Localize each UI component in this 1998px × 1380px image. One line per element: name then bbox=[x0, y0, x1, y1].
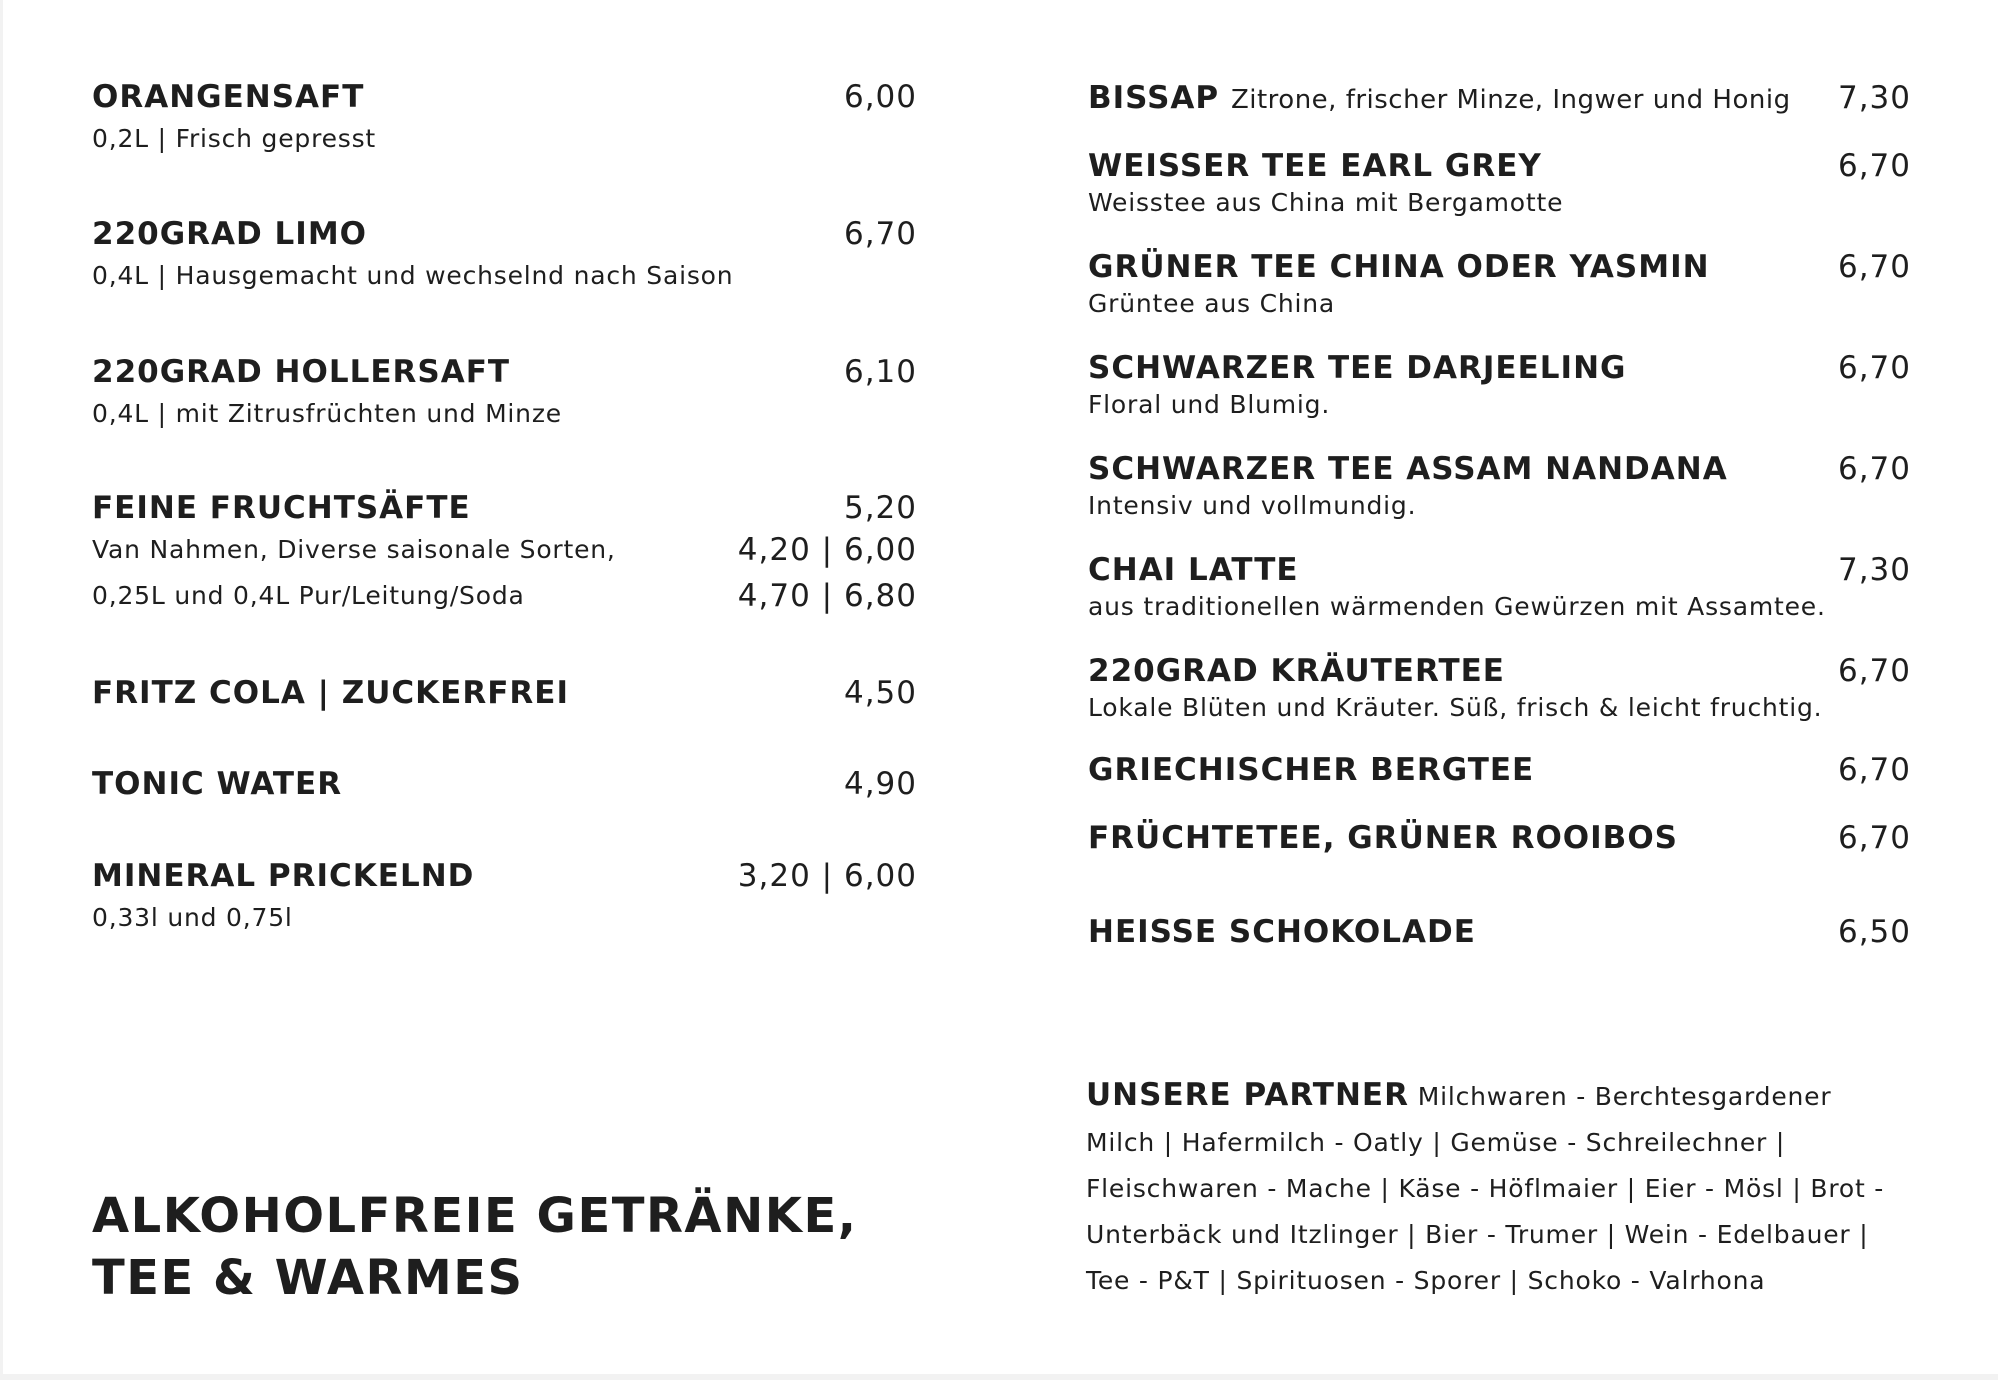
menu-item-schwarzer-tee-darjeeling bbox=[1088, 349, 1911, 423]
item-price: 4,90 bbox=[843, 766, 917, 802]
item-description: Weisstee aus China mit Bergamotte bbox=[1088, 188, 1564, 217]
item-name: WEISSER TEE EARL GREY bbox=[1088, 148, 1542, 184]
menu-item-220grad-limo bbox=[92, 215, 917, 299]
item-description-text: Van Nahmen, Diverse saisonale Sorten, bbox=[92, 535, 616, 564]
menu-item-chai-latte bbox=[1088, 551, 1911, 625]
page-title-line-2: TEE & WARMES bbox=[92, 1250, 524, 1306]
item-price: 6,70 bbox=[1837, 451, 1911, 487]
item-name: MINERAL PRICKELND bbox=[92, 858, 475, 894]
item-description-line-2 bbox=[92, 573, 917, 619]
menu-item-heisse-schokolade bbox=[1088, 913, 1911, 951]
item-name: FEINE FRUCHTSÄFTE bbox=[92, 490, 471, 526]
partners-label: UNSERE PARTNER bbox=[1086, 1077, 1409, 1113]
menu-item-mineral-prickelnd bbox=[92, 857, 917, 941]
item-name: SCHWARZER TEE DARJEELING bbox=[1088, 350, 1627, 386]
item-inline-description: Zitrone, frischer Minze, Ingwer und Honig bbox=[1230, 85, 1791, 115]
item-price: 6,70 bbox=[1837, 350, 1911, 386]
item-price: 6,70 bbox=[1837, 148, 1911, 184]
menu-item-bissap bbox=[1088, 79, 1911, 119]
partners-section bbox=[1086, 1072, 1886, 1304]
item-description: Intensiv und vollmundig. bbox=[1088, 491, 1417, 520]
item-price: 3,20 | 6,00 bbox=[737, 858, 917, 894]
item-description-text: 0,25L und 0,4L Pur/Leitung/Soda bbox=[92, 581, 525, 610]
item-price: 6,70 bbox=[1837, 820, 1911, 856]
menu-page bbox=[3, 0, 1998, 1374]
item-name: FRITZ COLA | ZUCKERFREI bbox=[92, 675, 569, 711]
item-description: Floral und Blumig. bbox=[1088, 390, 1331, 419]
item-price: 7,30 bbox=[1837, 80, 1911, 116]
item-description-price: 4,70 | 6,80 bbox=[737, 578, 917, 614]
item-price: 6,70 bbox=[1837, 249, 1911, 285]
menu-item-fruechtetee bbox=[1088, 819, 1911, 857]
item-description: 0,33l und 0,75l bbox=[92, 903, 293, 932]
item-name: GRÜNER TEE CHINA ODER YASMIN bbox=[1088, 249, 1710, 285]
item-description: 0,4L | mit Zitrusfrüchten und Minze bbox=[92, 399, 562, 428]
item-name: 220GRAD LIMO bbox=[92, 216, 368, 252]
item-name: HEISSE SCHOKOLADE bbox=[1088, 914, 1476, 950]
item-price: 5,20 bbox=[843, 490, 917, 526]
item-name-text: BISSAP bbox=[1088, 80, 1220, 116]
item-price: 7,30 bbox=[1837, 552, 1911, 588]
menu-item-orangensaft bbox=[92, 78, 917, 162]
item-name: CHAI LATTE bbox=[1088, 552, 1299, 588]
item-name bbox=[1088, 80, 1791, 116]
item-name: SCHWARZER TEE ASSAM NANDANA bbox=[1088, 451, 1728, 487]
item-description: 0,4L | Hausgemacht und wechselnd nach Saison bbox=[92, 261, 734, 290]
item-description: Grüntee aus China bbox=[1088, 289, 1335, 318]
menu-item-220grad-kraeutertee bbox=[1088, 652, 1911, 726]
page-title bbox=[92, 1185, 857, 1309]
item-price: 6,10 bbox=[843, 354, 917, 390]
menu-item-gruener-tee bbox=[1088, 248, 1911, 322]
item-price: 6,70 bbox=[843, 216, 917, 252]
item-name: GRIECHISCHER BERGTEE bbox=[1088, 752, 1535, 788]
item-price: 6,70 bbox=[1837, 653, 1911, 689]
item-name: 220GRAD KRÄUTERTEE bbox=[1088, 653, 1505, 689]
menu-item-feine-fruchtsaefte bbox=[92, 489, 917, 619]
menu-item-fritz-cola bbox=[92, 674, 917, 712]
item-price: 6,70 bbox=[1837, 752, 1911, 788]
menu-item-weisser-tee-earl-grey bbox=[1088, 147, 1911, 221]
item-price: 6,00 bbox=[843, 79, 917, 115]
item-name: ORANGENSAFT bbox=[92, 79, 365, 115]
item-description: aus traditionellen wärmenden Gewürzen mit Assamtee. bbox=[1088, 592, 1826, 621]
item-description: Lokale Blüten und Kräuter. Süß, frisch & leicht fruchtig. bbox=[1088, 693, 1823, 722]
item-description: 0,2L | Frisch gepresst bbox=[92, 124, 377, 153]
item-name: TONIC WATER bbox=[92, 766, 343, 802]
item-name: FRÜCHTETEE, GRÜNER ROOIBOS bbox=[1088, 820, 1678, 856]
item-price: 6,50 bbox=[1837, 914, 1911, 950]
item-description-line-1 bbox=[92, 527, 917, 573]
item-description-price: 4,20 | 6,00 bbox=[737, 532, 917, 568]
item-price: 4,50 bbox=[843, 675, 917, 711]
menu-item-griechischer-bergtee bbox=[1088, 751, 1911, 789]
page-title-line-1: ALKOHOLFREIE GETRÄNKE, bbox=[92, 1188, 858, 1244]
menu-item-schwarzer-tee-assam bbox=[1088, 450, 1911, 524]
menu-item-220grad-hollersaft bbox=[92, 353, 917, 437]
item-name: 220GRAD HOLLERSAFT bbox=[92, 354, 511, 390]
menu-item-tonic-water bbox=[92, 765, 917, 803]
partners-text: Milchwaren - Berchtesgardener Milch | Hafermilch - Oatly | Gemüse - Schreilechner | Fleischwaren - Mache | Käse - Höflmaier | Eier - Mösl | Brot - Unterbäck und Itzlinger | Bier - Trumer | Wein - Edelbauer | Tee - P&T | Spirituosen - Sporer | Schoko - Valrhona bbox=[1086, 1082, 1885, 1295]
